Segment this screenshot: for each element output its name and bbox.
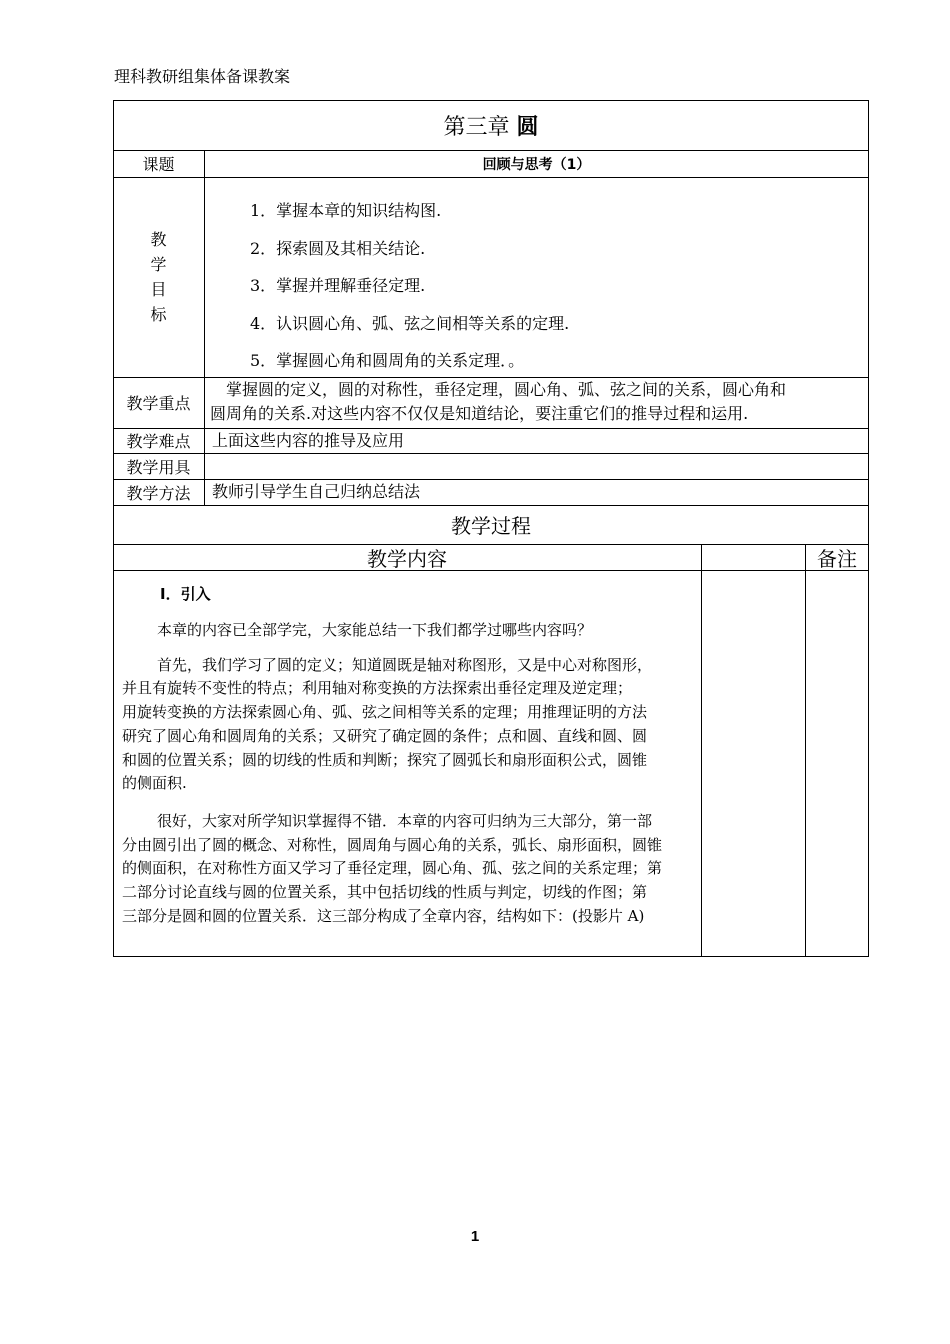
key-points-text [204,378,869,428]
paragraph-line: 很好，大家对所学知识掌握得不错．本章的内容可归纳为三大部分，第一部 [157,811,653,830]
section-title: Ⅰ．引入 [160,585,211,603]
paragraph [122,810,696,929]
method-label: 教学方法 [126,483,191,503]
key-points-line: 圆周角的关系.对这些内容不仅仅是知道结论，要注重它们的推导过程和运用. [210,404,749,423]
paragraph-line: 并且有旋转不变性的特点；利用轴对称变换的方法探索出垂径定理及逆定理； [122,679,633,698]
paragraph-line: 三部分是圆和圆的位置关系．这三部分构成了全章内容，结构如下：(投影片 A) [122,906,645,925]
objectives-label-char: 标 [150,305,167,324]
process-title: 教学过程 [451,514,531,538]
column-divider [204,150,205,505]
chapter-prefix: 第三章 [443,114,510,140]
key-points-label: 教学重点 [126,394,191,413]
paragraph-line: 分由圆引出了圆的概念、对称性，圆周角与圆心角的关系，弧长、扇形面积，圆锥 [122,835,663,854]
difficulties-label: 教学难点 [126,432,191,451]
paragraph-line: 用旋转变换的方法探索圆心角、弧、弦之间相等关系的定理；用推理证明的方法 [122,703,648,722]
tools-label: 教学用具 [126,457,191,477]
page-number: 1 [470,1228,480,1245]
notes-header: 备注 [817,546,857,571]
objective-item: 4．认识圆心角、弧、弦之间相等关系的定理. [250,313,570,333]
lesson-label: 课题 [142,155,175,174]
difficulties-value: 上面这些内容的推导及应用 [212,431,405,450]
paragraph-line: 首先，我们学习了圆的定义；知道圆既是轴对称图形，又是中心对称图形， [157,655,653,674]
objectives-label-char: 教 [150,230,167,249]
paragraph [122,619,696,643]
column-divider [701,544,702,957]
content-header: 教学内容 [367,546,447,571]
key-points-line: 掌握圆的定义，圆的对称性，垂径定理，圆心角、弧、弦之间的关系，圆心角和 [226,380,787,399]
objective-item: 3．掌握并理解垂径定理. [250,276,426,295]
objectives-label [113,177,204,377]
objective-item: 2．探索圆及其相关结论. [250,238,426,258]
objectives-label-char: 学 [150,255,167,274]
paragraph-line: 研究了圆心角和圆周角的关系；又研究了确定圆的条件；点和圆、直线和圆、圆 [122,726,648,745]
chapter-title [113,100,869,150]
objectives-label-char: 目 [150,280,167,299]
paragraph-line: 的侧面积. [122,774,187,793]
tools-value [212,453,862,479]
paragraph-line: 的侧面积，在对称性方面又学习了垂径定理，圆心角、孤、弦之间的关系定理；第 [122,859,663,878]
paragraph-line: 二部分讨论直线与圆的位置关系，其中包括切线的性质与判定，切线的作图；第 [122,883,648,902]
column-divider [805,544,806,957]
document-header: 理科教研组集体备课教案 [114,67,291,86]
lesson-topic: 回顾与思考（1） [482,156,591,173]
objectives-list [250,192,569,380]
row-divider [113,570,869,571]
paragraph-line: 和圆的位置关系；圆的切线的性质和判断；探究了圆弧长和扇形面积公式，圆锥 [122,750,648,769]
method-value: 教师引导学生自己归纳总结法 [212,482,421,501]
row-divider [113,177,869,178]
paragraph [122,654,696,796]
chapter-name: 圆 [516,113,539,140]
objective-item: 5．掌握圆心角和圆周角的关系定理．。 [250,351,525,370]
paragraph-line: 本章的内容已全部学完，大家能总结一下我们都学过哪些内容吗？ [157,621,593,639]
objective-item: 1．掌握本章的知识结构图. [250,201,442,220]
content-body [122,583,696,928]
